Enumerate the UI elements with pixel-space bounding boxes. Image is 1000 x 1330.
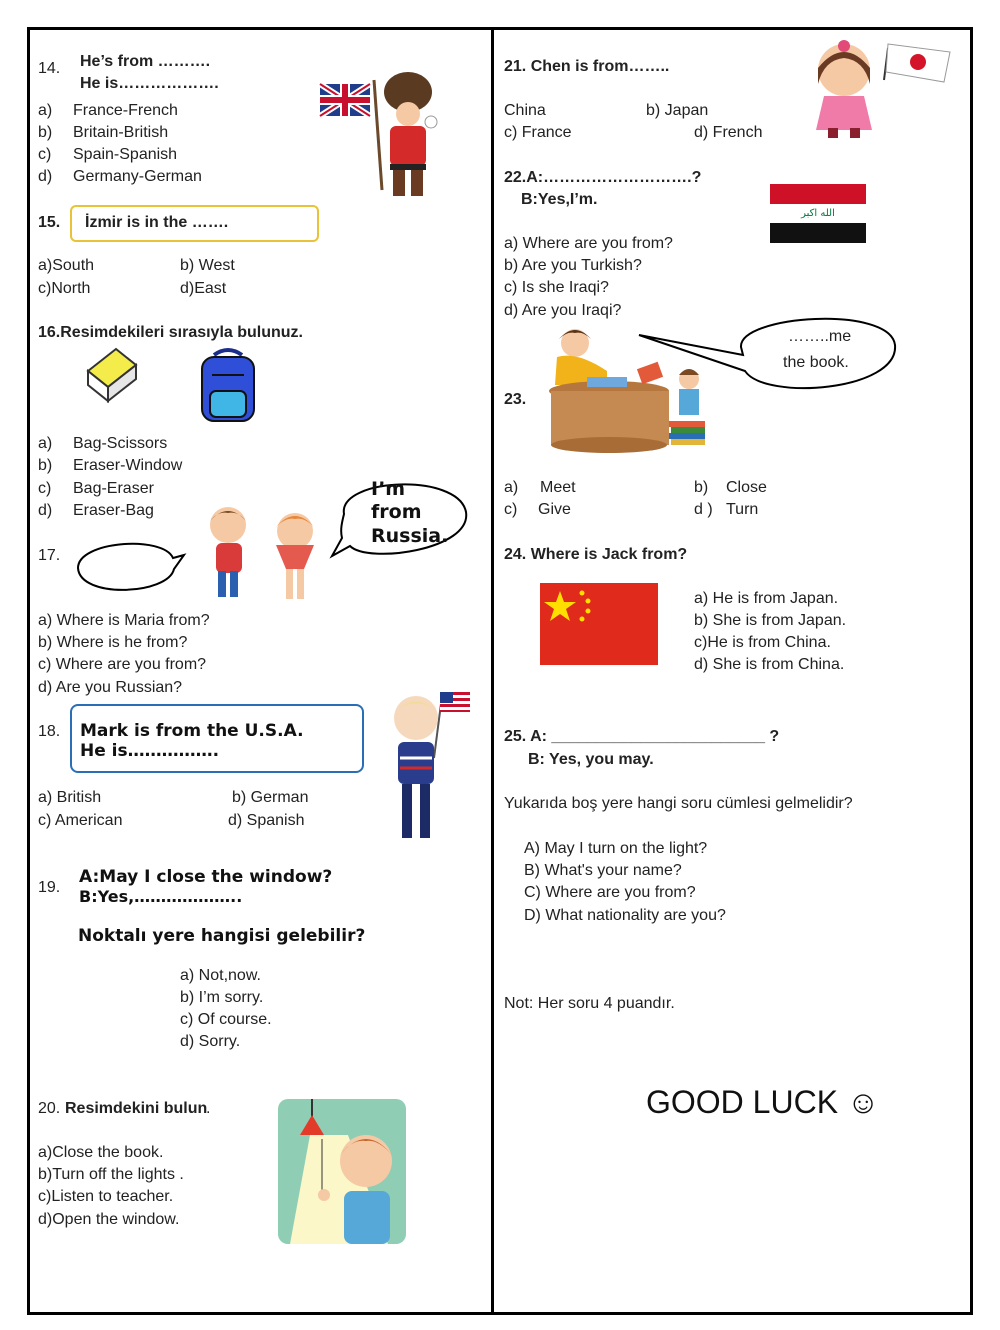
q24-option-d[interactable]: d) She is from China. <box>694 656 845 673</box>
eraser-icon <box>82 343 142 403</box>
q20-option-a[interactable]: a)Close the book. <box>38 1144 164 1161</box>
q14-option-b-text[interactable]: Britain-British <box>73 124 169 141</box>
q14-option-c-text[interactable]: Spain-Spanish <box>73 146 178 163</box>
q23-option-c-letter[interactable]: c) <box>504 501 518 518</box>
q17-option-d[interactable]: d) Are you Russian? <box>38 679 183 696</box>
british-guard-illustration <box>318 70 448 200</box>
q19-instruction: Noktalı yere hangisi gelebilir? <box>78 926 366 946</box>
q19-option-c[interactable]: c) Of course. <box>180 1011 272 1028</box>
q25-line2: B: Yes, you may. <box>528 751 654 768</box>
q21-option-c[interactable]: c) France <box>504 124 572 141</box>
china-flag-icon <box>540 583 658 665</box>
q18-option-b[interactable]: b) German <box>232 789 309 806</box>
q20-title: Resimdekini bulun <box>65 1100 208 1117</box>
q22-option-b[interactable]: b) Are you Turkish? <box>504 257 642 274</box>
q14-line1: He’s from ………. <box>80 53 211 70</box>
q25-option-b[interactable]: B) What's your name? <box>524 862 682 879</box>
scoring-note: Not: Her soru 4 puandır. <box>504 995 675 1012</box>
q24-option-c[interactable]: c)He is from China. <box>694 634 831 651</box>
q14-option-a-letter[interactable]: a) <box>38 102 53 119</box>
q19-option-b[interactable]: b) I’m sorry. <box>180 989 264 1006</box>
q25-instruction: Yukarıda boş yere hangi soru cümlesi gelmelidir? <box>504 795 853 812</box>
q18-option-c[interactable]: c) American <box>38 812 123 829</box>
q19-option-d[interactable]: d) Sorry. <box>180 1033 241 1050</box>
q23-bubble-line2: the book. <box>783 354 849 371</box>
iraq-flag-icon <box>770 184 866 243</box>
q15-option-a[interactable]: a)South <box>38 257 95 274</box>
q16-option-c-text[interactable]: Bag-Eraser <box>73 480 154 497</box>
q23-option-a-letter[interactable]: a) <box>504 479 519 496</box>
q20-number: 20. <box>38 1100 61 1117</box>
q14-option-c-letter[interactable]: c) <box>38 146 52 163</box>
q22-option-c[interactable]: c) Is she Iraqi? <box>504 279 609 296</box>
q22-line2: B:Yes,I’m. <box>521 191 598 208</box>
q23-option-d-text[interactable]: Turn <box>726 501 759 518</box>
q15-text: İzmir is in the ……. <box>85 214 229 231</box>
q23-option-c-text[interactable]: Give <box>538 501 571 518</box>
q14-option-a-text[interactable]: France-French <box>73 102 178 119</box>
q18-line2: He is……………. <box>80 741 220 761</box>
empty-speech-bubble <box>68 533 188 603</box>
q20-option-c[interactable]: c)Listen to teacher. <box>38 1188 174 1205</box>
q24-option-a[interactable]: a) He is from Japan. <box>694 590 839 607</box>
q18-line1: Mark is from the U.S.A. <box>80 721 304 741</box>
backpack-icon <box>196 345 260 425</box>
q16-option-b-letter[interactable]: b) <box>38 457 53 474</box>
q23-speech-bubble <box>725 305 900 395</box>
q16-title: 16.Resimdekileri sırasıyla bulunuz. <box>38 324 303 341</box>
q15-option-c[interactable]: c)North <box>38 280 91 297</box>
q24-title: 24. Where is Jack from? <box>504 546 688 563</box>
q18-number: 18. <box>38 723 61 740</box>
q14-number: 14. <box>38 60 61 77</box>
q14-option-b-letter[interactable]: b) <box>38 124 53 141</box>
q17-number: 17. <box>38 547 61 564</box>
good-luck-text: GOOD LUCK ☺ <box>646 1084 880 1120</box>
light-switch-boy-illustration <box>278 1099 408 1244</box>
q17-bubble-line3: Russia. <box>371 525 449 547</box>
q19-number: 19. <box>38 879 61 896</box>
q14-option-d-text[interactable]: Germany-German <box>73 168 202 185</box>
q14-option-d-letter[interactable]: d) <box>38 168 53 185</box>
q25-option-a[interactable]: A) May I turn on the light? <box>524 840 708 857</box>
q15-option-d[interactable]: d)East <box>180 280 227 297</box>
q25-option-c[interactable]: C) Where are you from? <box>524 884 696 901</box>
q18-option-d[interactable]: d) Spanish <box>228 812 305 829</box>
usa-flag-icon <box>440 692 470 712</box>
q20-option-b[interactable]: b)Turn off the lights . <box>38 1166 184 1183</box>
q17-option-a[interactable]: a) Where is Maria from? <box>38 612 210 629</box>
q19-option-a[interactable]: a) Not,now. <box>180 967 261 984</box>
uk-flag-icon <box>320 84 370 116</box>
q22-option-d[interactable]: d) Are you Iraqi? <box>504 302 622 319</box>
q17-bubble-line1: I’m <box>371 478 406 500</box>
american-boy-illustration <box>372 688 472 848</box>
q16-option-c-letter[interactable]: c) <box>38 480 52 497</box>
q23-option-b-letter[interactable]: b) <box>694 479 709 496</box>
q16-option-b-text[interactable]: Eraser-Window <box>73 457 183 474</box>
q17-option-c[interactable]: c) Where are you from? <box>38 656 207 673</box>
q19-line2: B:Yes,……………….. <box>79 887 243 906</box>
q15-number: 15. <box>38 214 61 231</box>
two-kids-illustration <box>200 505 330 605</box>
q23-option-d-letter[interactable]: d ) <box>694 501 713 518</box>
q20-title-period: . <box>206 1100 211 1117</box>
q22-option-a[interactable]: a) Where are you from? <box>504 235 673 252</box>
q20-option-d[interactable]: d)Open the window. <box>38 1211 180 1228</box>
q15-option-b[interactable]: b) West <box>180 257 235 274</box>
q23-number: 23. <box>504 391 527 408</box>
q23-option-a-text[interactable]: Meet <box>540 479 576 496</box>
q21-option-a[interactable]: China <box>504 102 546 119</box>
q18-option-a[interactable]: a) British <box>38 789 102 806</box>
q23-option-b-text[interactable]: Close <box>726 479 767 496</box>
q21-title: 21. Chen is from…….. <box>504 58 670 75</box>
q25-option-d[interactable]: D) What nationality are you? <box>524 907 726 924</box>
q25-line1: 25. A: ________________________ ? <box>504 728 780 745</box>
q16-option-a-text[interactable]: Bag-Scissors <box>73 435 168 452</box>
q24-option-b[interactable]: b) She is from Japan. <box>694 612 847 629</box>
q23-bubble-line1: ……..me <box>788 328 852 345</box>
q19-line1: A:May I close the window? <box>79 867 333 887</box>
japan-flag-icon <box>886 44 950 82</box>
q17-bubble-line2: from <box>371 501 422 523</box>
q16-option-d-text[interactable]: Eraser-Bag <box>73 502 154 519</box>
q21-option-b[interactable]: b) Japan <box>646 102 709 119</box>
q17-option-b[interactable]: b) Where is he from? <box>38 634 188 651</box>
q22-line1: 22.A:……………………….? <box>504 169 702 186</box>
q16-option-a-letter[interactable]: a) <box>38 435 53 452</box>
q16-option-d-letter[interactable]: d) <box>38 502 53 519</box>
q14-line2: He is………………. <box>80 75 219 92</box>
japanese-girl-illustration <box>806 40 956 140</box>
iraq-flag-inscription: الله اكبر <box>770 204 866 223</box>
q21-option-d[interactable]: d) French <box>694 124 763 141</box>
